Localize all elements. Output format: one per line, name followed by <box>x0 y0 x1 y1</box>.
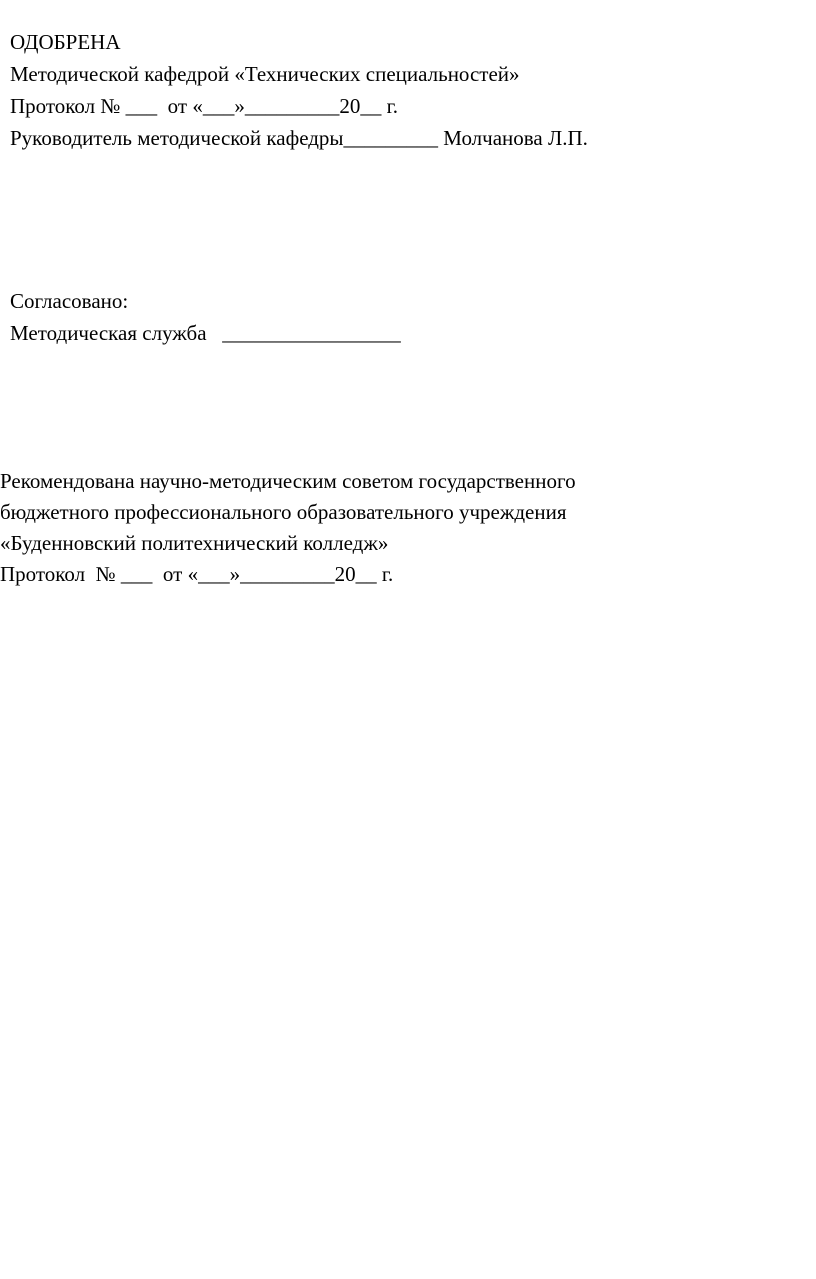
recommendation-line-3: «Буденновский политехнический колледж» <box>0 531 389 555</box>
recommendation-line-1: Рекомендована научно-методическим советом государственного <box>0 469 576 493</box>
department-line: Методической кафедрой «Технических специальностей» <box>10 62 520 86</box>
recommendation-section <box>0 466 576 590</box>
recommendation-line-2: бюджетного профессионального образовательного учреждения <box>0 500 567 524</box>
approval-heading: ОДОБРЕНА <box>10 30 121 54</box>
approval-protocol-line: Протокол № ___ от «___»_________20__ г. <box>10 94 399 118</box>
methodical-service-line: Методическая служба _________________ <box>10 321 401 345</box>
recommendation-protocol-line: Протокол № ___ от «___»_________20__ г. <box>0 562 394 586</box>
agreement-heading: Согласовано: <box>10 289 129 313</box>
approval-section <box>10 26 588 154</box>
agreement-section <box>10 285 401 349</box>
department-head-line: Руководитель методической кафедры_________ Молчанова Л.П. <box>10 126 588 150</box>
